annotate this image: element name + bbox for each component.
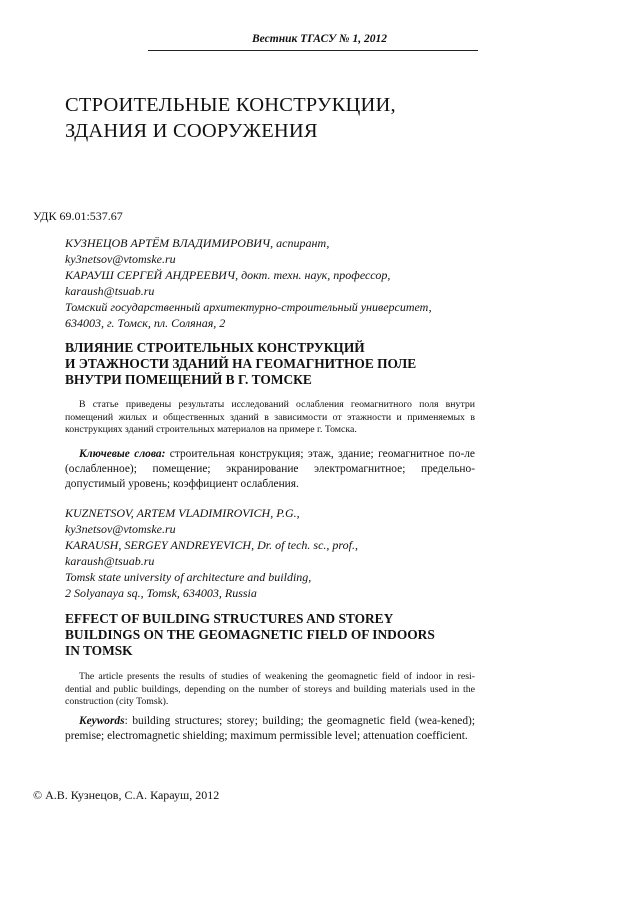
ru-keywords-label: Ключевые слова: (79, 448, 166, 460)
section-title-line: ЗДАНИЯ И СООРУЖЕНИЯ (65, 120, 318, 142)
en-keywords-label: Keywords (79, 715, 125, 727)
ru-author-2-name: КАРАУШ СЕРГЕЙ АНДРЕЕВИЧ, докт. техн. наук, профессор, (65, 268, 391, 282)
ru-authors-block (65, 235, 432, 331)
ru-title-line: ВЛИЯНИЕ СТРОИТЕЛЬНЫХ КОНСТРУКЦИЙ (65, 340, 365, 355)
en-title-line: IN TOMSK (65, 643, 133, 658)
header-rule (148, 50, 478, 51)
udk-code: УДК 69.01:537.67 (33, 209, 123, 223)
ru-abstract (65, 399, 475, 437)
ru-author-1-email: ky3netsov@vtomske.ru (65, 252, 176, 266)
en-keywords-text: : building structures; storey; building; the geomagnetic field (wea-kened); premise; electromagnetic shielding; maximum permissible level; attenuation coefficient. (65, 715, 475, 742)
ru-affiliation: Томский государственный архитектурно-строительный университет, (65, 300, 432, 314)
en-author-1-email: ky3netsov@vtomske.ru (65, 522, 176, 536)
en-author-1-name: KUZNETSOV, ARTEM VLADIMIROVICH, P.G., (65, 506, 300, 520)
en-abstract (65, 671, 475, 709)
en-abstract-text: The article presents the results of studies of weakening the geomagnetic field of indoor in resi-dential and public buildings, depending on the number of storeys and building materials used in the construction (city Tomsk). (65, 671, 475, 707)
en-affiliation: Tomsk state university of architecture and building, (65, 570, 312, 584)
ru-keywords (65, 447, 475, 492)
ru-article-title (65, 340, 416, 388)
en-address: 2 Solyanaya sq., Tomsk, 634003, Russia (65, 586, 257, 600)
en-article-title (65, 611, 435, 659)
copyright-notice: © А.В. Кузнецов, С.А. Карауш, 2012 (33, 788, 220, 802)
ru-keywords-text: строительная конструкция; этаж, здание; геомагнитное по-ле (ослабленное); помещение; экранирование электромагнитное; предельно-допустимый уровень; коэффициент ослабления. (65, 448, 475, 490)
en-author-2-name: KARAUSH, SERGEY ANDREYEVICH, Dr. of tech. sc., prof., (65, 538, 358, 552)
en-title-line: EFFECT OF BUILDING STRUCTURES AND STOREY (65, 611, 394, 626)
section-title (65, 92, 396, 144)
ru-title-line: И ЭТАЖНОСТИ ЗДАНИЙ НА ГЕОМАГНИТНОЕ ПОЛЕ (65, 356, 417, 371)
ru-address: 634003, г. Томск, пл. Соляная, 2 (65, 316, 226, 330)
en-authors-block (65, 505, 358, 601)
en-keywords (65, 714, 475, 744)
ru-title-line: ВНУТРИ ПОМЕЩЕНИЙ В Г. ТОМСКЕ (65, 372, 312, 387)
en-title-line: BUILDINGS ON THE GEOMAGNETIC FIELD OF INDOORS (65, 627, 435, 642)
en-author-2-email: karaush@tsuab.ru (65, 554, 155, 568)
section-title-line: СТРОИТЕЛЬНЫЕ КОНСТРУКЦИИ, (65, 94, 396, 116)
ru-author-2-email: karaush@tsuab.ru (65, 284, 155, 298)
ru-author-1-name: КУЗНЕЦОВ АРТЁМ ВЛАДИМИРОВИЧ, аспирант, (65, 236, 330, 250)
journal-header: Вестник ТГАСУ № 1, 2012 (252, 33, 387, 45)
ru-abstract-text: В статье приведены результаты исследований ослабления геомагнитного поля внутри помещений жилых и общественных зданий в зависимости от этажности и применяемых в конструкциях зданий строительных материалов на примере г. Томска. (65, 399, 475, 435)
